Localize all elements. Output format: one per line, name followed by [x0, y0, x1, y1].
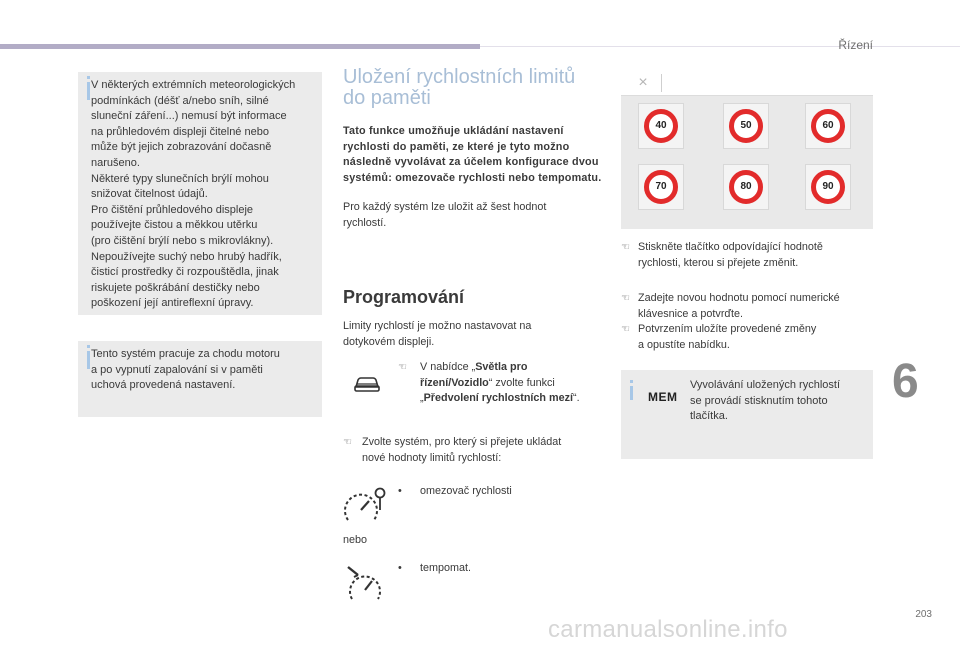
step-enter-text: Zadejte novou hodnotu pomocí numerické klávesnice a potvrďte. [638, 292, 840, 320]
screen-header [621, 71, 873, 96]
step-arrow-icon: ☜ [621, 293, 630, 304]
header-accent-bar [0, 44, 480, 49]
limiter-bullet: • [398, 485, 402, 497]
mem-note [621, 370, 873, 459]
cruise-bullet: • [398, 562, 402, 574]
step-arrow-icon: ☜ [621, 324, 630, 335]
page-title: Uložení rychlostních limitů do paměti [343, 66, 576, 109]
info-marker-icon [87, 351, 90, 369]
chapter-number: 6 [892, 355, 919, 408]
step-arrow-icon: ☜ [398, 362, 407, 373]
step-press-text: Stiskněte tlačítko odpovídající hodnotě rychlosti, kterou si přejete změnit. [638, 241, 823, 269]
page-number: 203 [915, 609, 932, 620]
step-arrow-icon: ☜ [343, 437, 352, 448]
speed-sign-90[interactable]: 90 [811, 170, 845, 204]
memory-note-text: Tento systém pracuje za chodu motoru a po vypnutí zapalování si v paměti uchová provedená nastavení. [91, 348, 280, 392]
memory-note [78, 341, 322, 417]
watermark: carmanualsonline.info [548, 616, 788, 643]
select-system-text: Zvolte systém, pro který si přejete ukládat nové hodnoty limitů rychlostí: [362, 436, 562, 464]
step-confirm-text: Potvrzením uložíte provedené změny a opustíte nabídku. [638, 323, 817, 351]
mem-button: MEM [648, 390, 678, 404]
programming-text: Limity rychlostí je možno nastavovat na dotykovém displeji. [343, 320, 532, 348]
speed-sign-50[interactable]: 50 [729, 109, 763, 143]
step-arrow-icon: ☜ [621, 242, 630, 253]
info-marker-icon [630, 386, 633, 400]
car-icon [352, 374, 382, 394]
intro-bold: Tato funkce umožňuje ukládání nastavení rychlosti do paměti, ze které je tyto možno následně vyvolávat za účelem konfigurace dvou systémů: omezovače rychlosti nebo tempomatu. [343, 125, 602, 184]
or-label: nebo [343, 534, 368, 546]
menu-step-text: V nabídce „Světla pro řízení/Vozidlo“ zvolte funkci „Předvolení rychlostních mezí“. [420, 361, 580, 404]
intro-plain: Pro každý systém lze uložit až šest hodnot rychlostí. [343, 201, 547, 229]
speed-sign-70[interactable]: 70 [644, 170, 678, 204]
option-cruise: tempomat. [420, 562, 472, 574]
speed-presets-screen [621, 71, 873, 229]
mem-note-text: Vyvolávání uložených rychlostí se provádí stisknutím tohoto tlačítka. [690, 379, 840, 423]
cruise-control-icon [344, 563, 388, 603]
speed-sign-60[interactable]: 60 [811, 109, 845, 143]
section-title: Řízení [838, 38, 873, 52]
option-limiter: omezovač rychlosti [420, 485, 512, 497]
header-rule [480, 46, 960, 47]
hud-note-text: V některých extrémních meteorologických podmínkách (déšť a/nebo sníh, silné sluneční záření...) nemusí být informace na průhledovém displeji čitelné nebo může být jejich zobrazování dočasně narušeno. Některé typy slunečních brýlí mohou snižovat čitelnost údajů. Pro čištění průhledového displeje používejte čistou a měkkou utěrku (pro čištění brýlí nebo s mikrovlákny). Nepoužívejte suchý nebo hrubý hadřík, čisticí prostředky či rozpouštědla, jinak riskujete poškrábání destičky nebo poškození její antireflexní úpravy. [91, 79, 296, 310]
speed-sign-80[interactable]: 80 [729, 170, 763, 204]
speed-limiter-icon [342, 486, 386, 526]
speed-sign-40[interactable]: 40 [644, 109, 678, 143]
hud-note [78, 72, 322, 315]
close-icon[interactable]: × [625, 74, 662, 92]
info-marker-icon [87, 82, 90, 100]
programming-heading: Programování [343, 287, 465, 307]
